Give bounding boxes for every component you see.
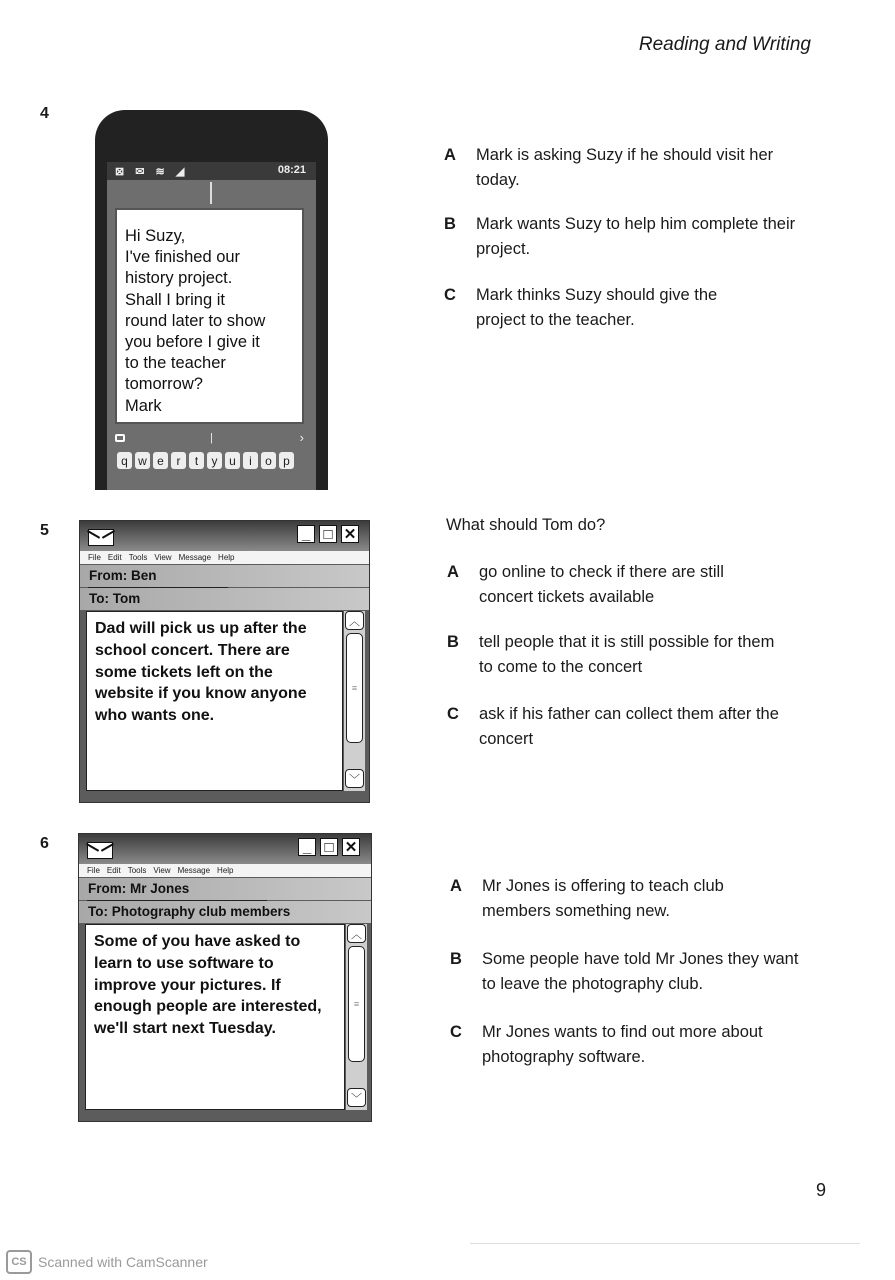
body-line: improve your pictures. If <box>94 976 281 994</box>
option-letter: B <box>450 950 462 968</box>
keyboard-key: w <box>135 452 150 469</box>
option-text: Mr Jones wants to find out more about photography software. <box>482 1023 763 1066</box>
question-number: 6 <box>40 835 49 852</box>
option-text: Mark is asking Suzy if he should visit her today. <box>476 146 774 189</box>
menu-tools[interactable]: Tools <box>128 553 148 562</box>
scroll-up-button[interactable]: ︿ <box>347 924 366 943</box>
keyboard-key: e <box>153 452 168 469</box>
menu-view[interactable]: View <box>153 866 171 875</box>
option-letter: C <box>447 705 459 723</box>
text-cursor <box>210 182 212 204</box>
option-letter: A <box>444 146 456 164</box>
window-title-bar <box>80 521 369 551</box>
email-body <box>85 924 345 1110</box>
phone-mockup <box>95 110 328 490</box>
keyboard-row <box>117 452 294 469</box>
option-text: Mark thinks Suzy should give the project to the teacher. <box>476 286 718 329</box>
keyboard-key: r <box>171 452 186 469</box>
menu-view[interactable]: View <box>154 553 172 562</box>
scroll-down-button[interactable]: ﹀ <box>345 769 364 788</box>
minimize-button[interactable]: _ <box>297 525 315 543</box>
message-line: Shall I bring it <box>125 290 225 309</box>
menu-help[interactable]: Help <box>218 553 235 562</box>
email-window <box>79 520 370 803</box>
menu-message[interactable]: Message <box>178 553 212 562</box>
keyboard-key: p <box>279 452 294 469</box>
maximize-button[interactable]: □ <box>319 525 337 543</box>
message-line: Hi Suzy, <box>125 227 186 245</box>
menu-help[interactable]: Help <box>217 866 234 875</box>
keyboard-key: u <box>225 452 240 469</box>
keyboard-key: y <box>207 452 222 469</box>
toolbar-divider: | <box>210 432 213 444</box>
keyboard-key: q <box>117 452 132 469</box>
phone-screen <box>107 162 316 490</box>
body-line: school concert. There are <box>95 641 290 659</box>
option-letter: C <box>444 286 456 304</box>
scroll-thumb[interactable]: ≡ <box>348 946 365 1062</box>
option-text: ask if his father can collect them after the concert <box>479 705 779 748</box>
camscanner-logo-icon: CS <box>6 1250 32 1274</box>
menu-message[interactable]: Message <box>177 866 211 875</box>
option-letter: B <box>444 215 456 233</box>
body-line: we'll start next Tuesday. <box>94 1020 276 1038</box>
menu-file[interactable]: File <box>87 866 100 875</box>
phone-status-bar <box>107 162 316 180</box>
menu-tools[interactable]: Tools <box>127 866 147 875</box>
menu-bar <box>80 551 369 564</box>
email-from: From: Mr Jones <box>79 878 371 900</box>
email-from: From: Ben <box>80 565 369 587</box>
message-line: Mark <box>125 396 162 415</box>
menu-file[interactable]: File <box>88 553 101 562</box>
message-line: you before I give it <box>125 333 260 352</box>
message-line: tomorrow? <box>125 375 203 394</box>
section-title: Reading and Writing <box>638 34 811 55</box>
body-line: website if you know anyone <box>95 685 307 703</box>
page-number: 9 <box>816 1180 827 1200</box>
minimize-button[interactable]: _ <box>298 838 316 856</box>
option-text: tell people that it is still possible for them to come to the concert <box>479 633 775 676</box>
phone-input-toolbar <box>107 432 316 448</box>
close-button[interactable]: ✕ <box>342 838 360 856</box>
email-body <box>86 611 343 791</box>
option-text: Some people have told Mr Jones they want to leave the photography club. <box>482 950 799 993</box>
scroll-thumb[interactable]: ≡ <box>346 633 363 743</box>
camera-icon <box>115 434 125 442</box>
text-message <box>115 208 304 424</box>
option-text: Mr Jones is offering to teach club members something new. <box>482 877 724 920</box>
question-number: 4 <box>40 105 49 122</box>
message-line: I've finished our <box>125 248 241 267</box>
status-icons: ⊠ ✉ ≋ ◢ <box>115 166 189 178</box>
question-prompt: What should Tom do? <box>446 516 606 534</box>
keyboard-key: i <box>243 452 258 469</box>
email-to: To: Photography club members <box>79 901 371 923</box>
close-button[interactable]: ✕ <box>341 525 359 543</box>
email-window <box>78 833 372 1122</box>
option-letter: A <box>447 563 459 581</box>
envelope-icon <box>87 842 113 859</box>
option-text: Mark wants Suzy to help him complete their project. <box>476 215 796 258</box>
body-line: learn to use software to <box>94 954 274 972</box>
option-letter: B <box>447 633 459 651</box>
footer-divider <box>470 1243 860 1244</box>
keyboard-key: o <box>261 452 276 469</box>
keyboard-key: t <box>189 452 204 469</box>
body-line: who wants one. <box>95 707 215 725</box>
scanner-watermark <box>6 1250 208 1274</box>
envelope-icon <box>88 529 114 546</box>
menu-bar <box>79 864 371 877</box>
option-letter: A <box>450 877 462 895</box>
body-line: Some of you have asked to <box>94 933 301 950</box>
menu-edit[interactable]: Edit <box>107 553 122 562</box>
status-time: 08:21 <box>277 164 306 176</box>
body-line: Dad will pick us up after the <box>95 620 307 637</box>
message-line: round later to show <box>125 311 266 330</box>
scroll-up-button[interactable]: ︿ <box>345 611 364 630</box>
message-line: history project. <box>125 269 233 288</box>
message-line: to the teacher <box>125 354 226 373</box>
body-line: some tickets left on the <box>95 663 273 681</box>
watermark-text: Scanned with CamScanner <box>38 1254 208 1270</box>
menu-edit[interactable]: Edit <box>106 866 121 875</box>
option-text: go online to check if there are still concert tickets available <box>479 563 724 606</box>
scrollbar[interactable] <box>346 924 367 1110</box>
scrollbar[interactable] <box>344 611 365 791</box>
question-number: 5 <box>40 522 49 539</box>
window-title-bar <box>79 834 371 864</box>
maximize-button[interactable]: □ <box>320 838 338 856</box>
option-letter: C <box>450 1023 462 1041</box>
scroll-down-button[interactable]: ﹀ <box>347 1088 366 1107</box>
chevron-right-icon: › <box>299 430 304 445</box>
email-to: To: Tom <box>80 588 369 610</box>
body-line: enough people are interested, <box>94 998 322 1016</box>
